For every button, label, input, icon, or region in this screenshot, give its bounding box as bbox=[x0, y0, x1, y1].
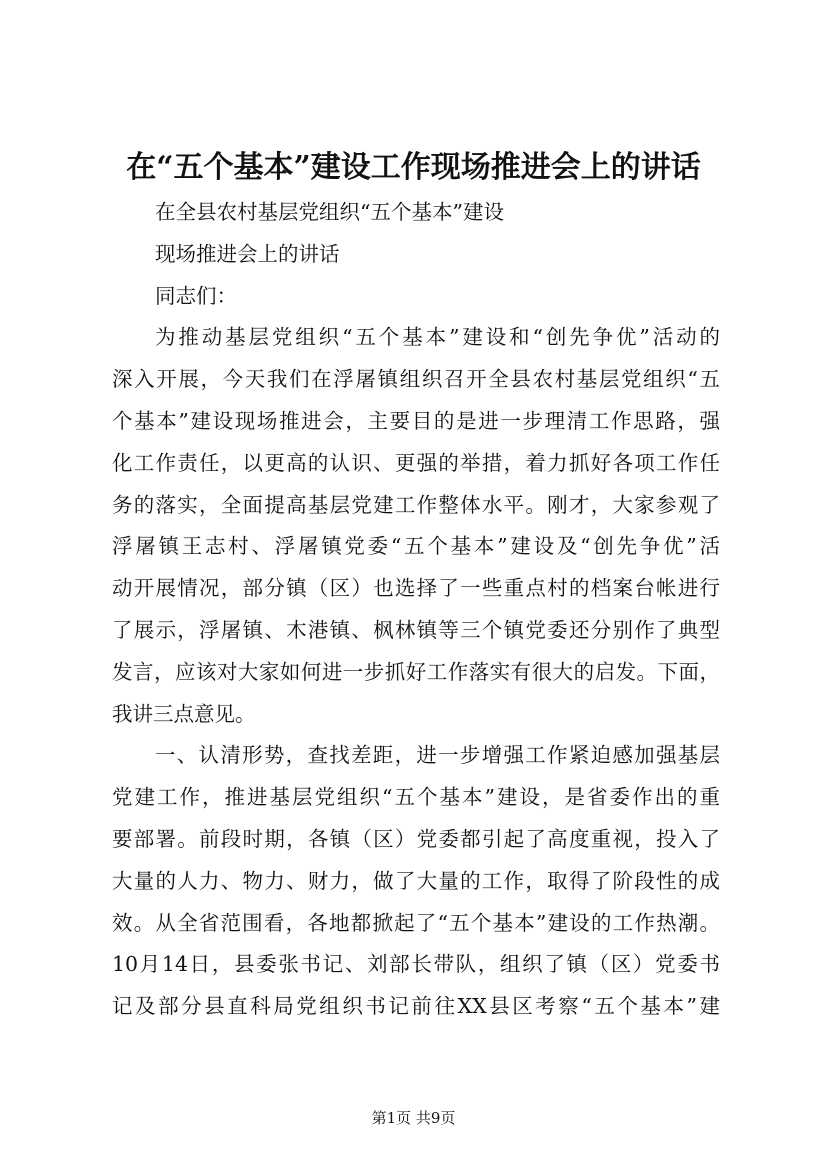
paragraph-1-line: 了展示，浮屠镇、木港镇、枫林镇等三个镇党委还分别作了典型 bbox=[112, 617, 720, 642]
paragraph-2-line: 党建工作，推进基层党组织“五个基本”建设，是省委作出的重 bbox=[112, 785, 720, 810]
paragraph-1-line: 深入开展，今天我们在浮屠镇组织召开全县农村基层党组织“五 bbox=[112, 367, 720, 392]
paragraph-2-line: 大量的人力、物力、财力，做了大量的工作，取得了阶段性的成 bbox=[112, 868, 720, 893]
paragraph-2-line: 要部署。前段时期，各镇（区）党委都引起了高度重视，投入了 bbox=[112, 826, 720, 851]
paragraph-2-line: 记及部分县直科局党组织书记前往XX县区考察“五个基本”建 bbox=[112, 994, 720, 1019]
paragraph-1-line: 动开展情况，部分镇（区）也选择了一些重点村的档案台帐进行 bbox=[112, 576, 720, 601]
paragraph-1-line: 个基本”建设现场推进会，主要目的是进一步理清工作思路，强 bbox=[112, 408, 720, 433]
document-title: 在“五个基本”建设工作现场推进会上的讲话 bbox=[126, 150, 701, 185]
page-footer: 第1页 共9页 bbox=[371, 1109, 456, 1127]
salutation: 同志们： bbox=[155, 283, 237, 308]
paragraph-2-line: 10月14日，县委张书记、刘部长带队，组织了镇（区）党委书 bbox=[112, 952, 720, 977]
paragraph-1-line: 浮屠镇王志村、浮屠镇党委“五个基本”建设及“创先争优”活 bbox=[112, 534, 720, 559]
subtitle-line-2: 现场推进会上的讲话 bbox=[155, 241, 340, 266]
paragraph-1-line: 为推动基层党组织“五个基本”建设和“创先争优”活动的 bbox=[155, 325, 720, 350]
paragraph-2-line: 效。从全省范围看，各地都掀起了“五个基本”建设的工作热潮。 bbox=[112, 910, 720, 935]
paragraph-1-line: 我讲三点意见。 bbox=[112, 701, 256, 726]
subtitle-line-1: 在全县农村基层党组织“五个基本”建设 bbox=[155, 200, 504, 224]
paragraph-2-line: 一、认清形势，查找差距，进一步增强工作紧迫感加强基层 bbox=[155, 743, 720, 768]
paragraph-1-line: 化工作责任，以更高的认识、更强的举措，着力抓好各项工作任 bbox=[112, 450, 720, 475]
paragraph-1-line: 务的落实，全面提高基层党建工作整体水平。刚才，大家参观了 bbox=[112, 492, 720, 517]
document-body bbox=[112, 192, 720, 1028]
paragraph-1-line: 发言，应该对大家如何进一步抓好工作落实有很大的启发。下面， bbox=[112, 659, 720, 684]
